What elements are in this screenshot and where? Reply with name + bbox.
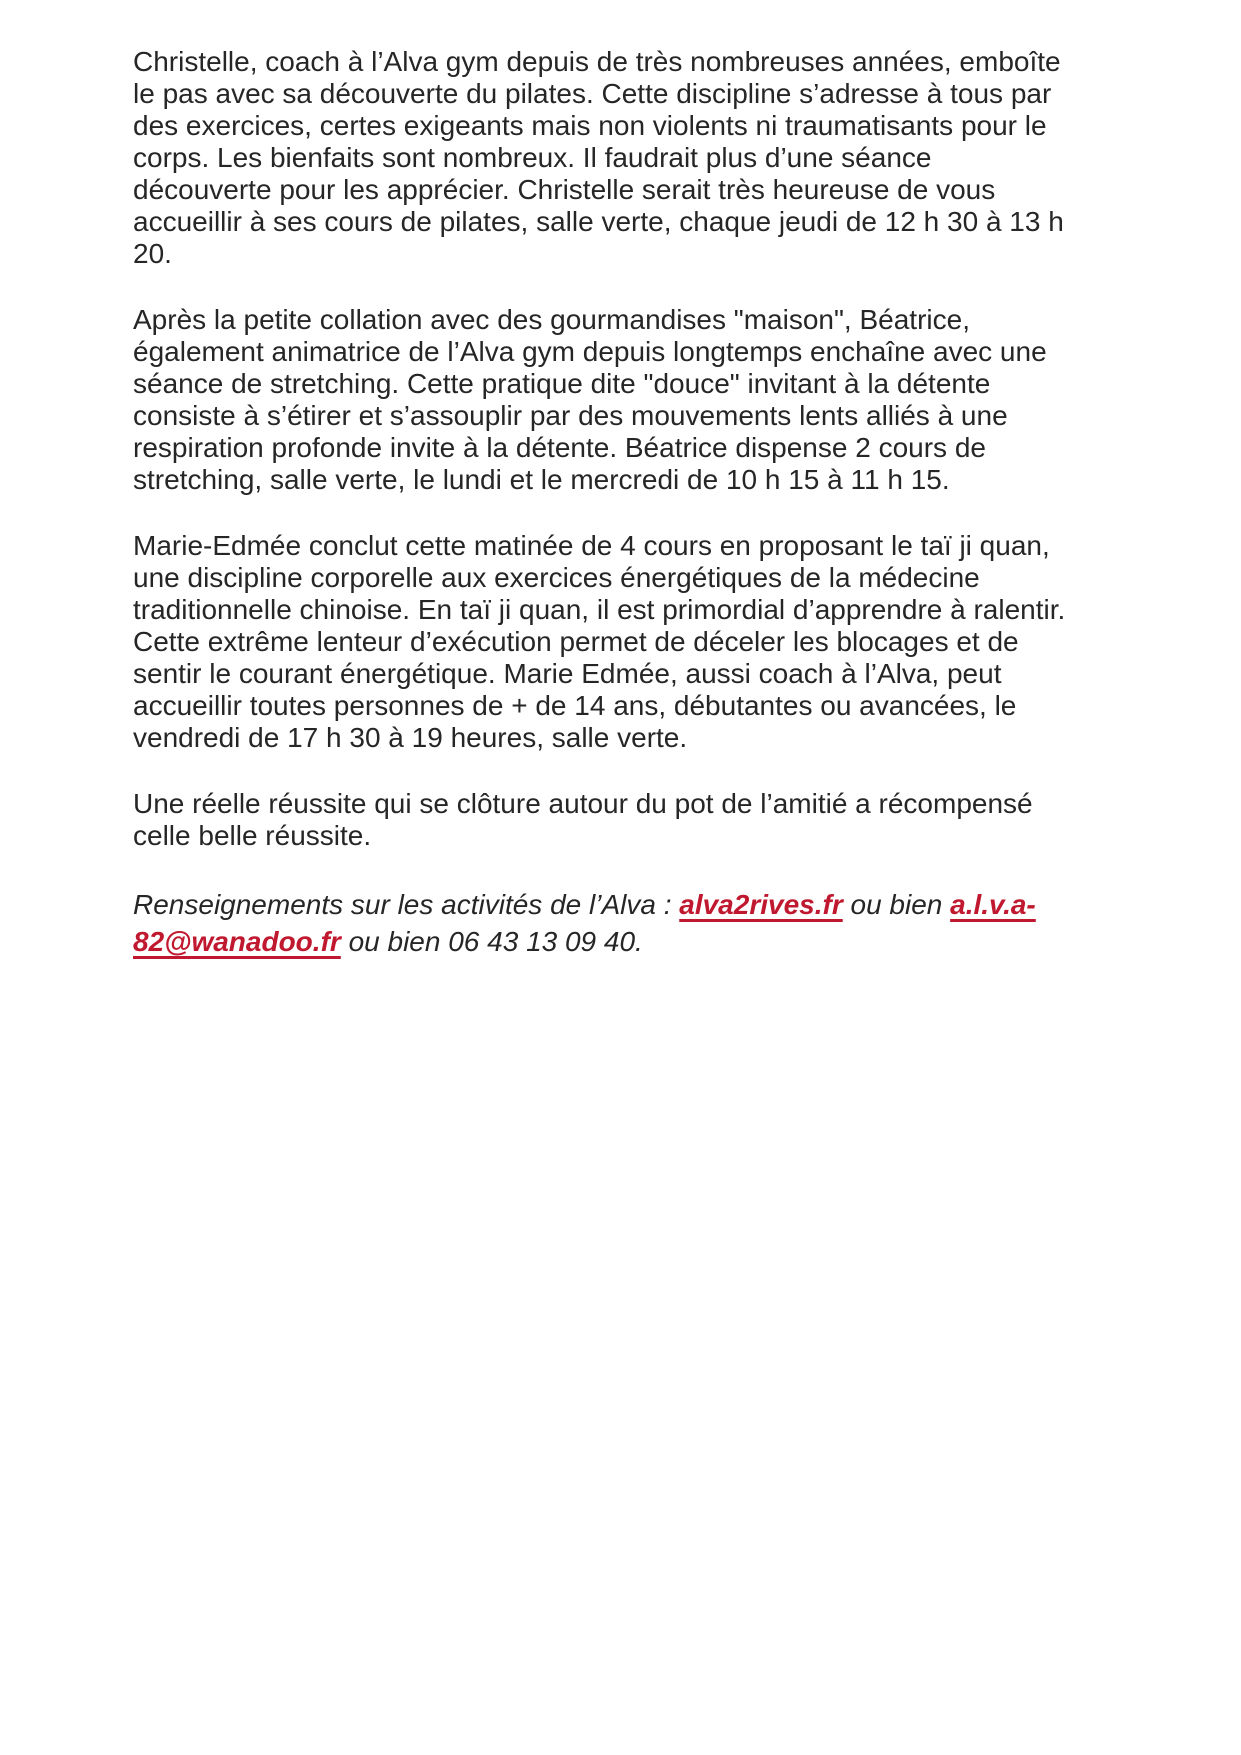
text-line: traditionnelle chinoise. En taï ji quan, il est primordial d’apprendre à ralentir.: [133, 594, 1066, 625]
text-line: découverte pour les apprécier. Christelle serait très heureuse de vous: [133, 174, 996, 205]
text-line: [133, 923, 1221, 960]
text-line: également animatrice de l’Alva gym depuis longtemps enchaîne avec une: [133, 336, 1047, 367]
paragraph: [133, 304, 1221, 496]
text-line: une discipline corporelle aux exercices énergétiques de la médecine: [133, 562, 980, 593]
text-line: le pas avec sa découverte du pilates. Cette discipline s’adresse à tous par: [133, 78, 1052, 109]
text-segment: ou bien: [842, 889, 951, 920]
text-line: Une réelle réussite qui se clôture autour du pot de l’amitié a récompensé: [133, 788, 1033, 819]
text-line: respiration profonde invite à la détente. Béatrice dispense 2 cours de: [133, 432, 986, 463]
paragraph: [133, 788, 1221, 852]
paragraph: [133, 530, 1221, 754]
text-line: [133, 886, 1221, 923]
text-line: 20.: [133, 238, 172, 269]
text-line: celle belle réussite.: [133, 820, 372, 851]
text-line: séance de stretching. Cette pratique dite "douce" invitant à la détente: [133, 368, 991, 399]
text-line: accueillir à ses cours de pilates, salle verte, chaque jeudi de 12 h 30 à 13 h: [133, 206, 1064, 237]
text-line: consiste à s’étirer et s’assouplir par des mouvements lents alliés à une: [133, 400, 1008, 431]
text-line: Cette extrême lenteur d’exécution permet de déceler les blocages et de: [133, 626, 1019, 657]
link-email-part2[interactable]: 82@wanadoo.fr: [133, 926, 341, 957]
text-line: Marie-Edmée conclut cette matinée de 4 cours en proposant le taï ji quan,: [133, 530, 1050, 561]
text-segment: ou bien 06 43 13 09 40.: [340, 926, 643, 957]
paragraph: [133, 886, 1221, 960]
text-line: des exercices, certes exigeants mais non violents ni traumatisants pour le: [133, 110, 1047, 141]
text-line: sentir le courant énergétique. Marie Edmée, aussi coach à l’Alva, peut: [133, 658, 1002, 689]
text-line: corps. Les bienfaits sont nombreux. Il faudrait plus d’une séance: [133, 142, 932, 173]
text-line: Christelle, coach à l’Alva gym depuis de très nombreuses années, emboîte: [133, 46, 1061, 77]
link-email-part1[interactable]: a.l.v.a-: [950, 889, 1036, 920]
text-line: stretching, salle verte, le lundi et le mercredi de 10 h 15 à 11 h 15.: [133, 464, 950, 495]
link-alva2rives[interactable]: alva2rives.fr: [679, 889, 843, 920]
text-line: accueillir toutes personnes de + de 14 ans, débutantes ou avancées, le: [133, 690, 1017, 721]
text-segment: Renseignements sur les activités de l’Alva :: [133, 889, 680, 920]
paragraph: [133, 46, 1221, 270]
text-line: vendredi de 17 h 30 à 19 heures, salle verte.: [133, 722, 688, 753]
text-line: Après la petite collation avec des gourmandises "maison", Béatrice,: [133, 304, 970, 335]
